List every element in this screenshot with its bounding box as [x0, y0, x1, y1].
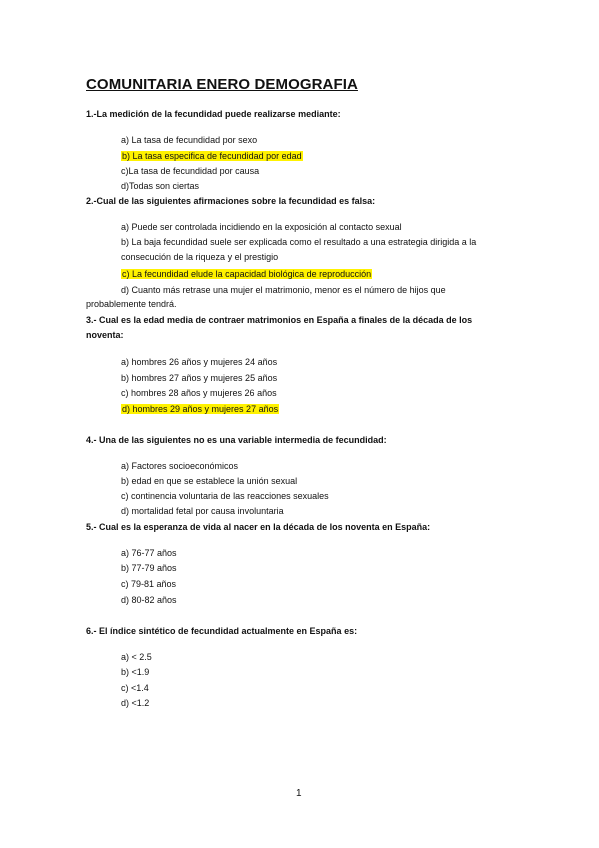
q6-option-b: b) <1.9 — [121, 667, 150, 677]
question-1: 1.-La medición de la fecundidad puede realizarse mediante: — [86, 109, 341, 119]
q6-option-d: d) <1.2 — [121, 698, 150, 708]
q4-option-c: c) continencia voluntaria de las reacciones sexuales — [121, 491, 329, 501]
q2-option-c-highlight: c) La fecundidad elude la capacidad biológica de reproducción — [122, 269, 372, 279]
page-number: 1 — [296, 788, 302, 799]
question-3: 3.- Cual es la edad media de contraer matrimonios en España a finales de la década de los noventa: — [86, 315, 473, 340]
document-title: COMUNITARIA ENERO DEMOGRAFIA — [86, 76, 358, 93]
q1-option-d: d)Todas son ciertas — [121, 181, 200, 191]
q2-option-c — [121, 268, 372, 280]
q3-option-a: a) hombres 26 años y mujeres 24 años — [121, 357, 278, 367]
q5-option-b: b) 77-79 años — [121, 563, 177, 573]
question-5: 5.- Cual es la esperanza de vida al nacer en la década de los noventa en España: — [86, 522, 431, 532]
q1-option-a: a) La tasa de fecundidad por sexo — [121, 135, 258, 145]
q3-option-d-highlight: d) hombres 29 años y mujeres 27 años — [122, 404, 279, 414]
q3-option-c: c) hombres 28 años y mujeres 26 años — [121, 388, 277, 398]
q4-option-b: b) edad en que se establece la unión sexual — [121, 476, 298, 486]
q2-option-d-continuation: probablemente tendrá. — [86, 299, 177, 309]
q2-option-a: a) Puede ser controlada incidiendo en la exposición al contacto sexual — [121, 222, 402, 232]
q1-option-b-highlight: b) La tasa especifica de fecundidad por edad — [122, 151, 302, 161]
q2-option-b: b) La baja fecundidad suele ser explicada como el resultado a una estrategia dirigida a la consecución de la riqueza y el prestigio — [121, 237, 477, 262]
q2-option-d: d) Cuanto más retrase una mujer el matrimonio, menor es el número de hijos que — [121, 285, 446, 295]
question-4: 4.- Una de las siguientes no es una variable intermedia de fecundidad: — [86, 435, 387, 445]
q4-option-d: d) mortalidad fetal por causa involuntaria — [121, 506, 284, 516]
q1-option-b — [121, 150, 303, 162]
q5-option-a: a) 76-77 años — [121, 548, 177, 558]
q5-option-c: c) 79-81 años — [121, 579, 177, 589]
q4-option-a: a) Factores socioeconómicos — [121, 461, 239, 471]
q6-option-a: a) < 2.5 — [121, 652, 152, 662]
question-6: 6.- El índice sintético de fecundidad actualmente en España es: — [86, 626, 358, 636]
question-2: 2.-Cual de las siguientes afirmaciones sobre la fecundidad es falsa: — [86, 196, 376, 206]
q1-option-c: c)La tasa de fecundidad por causa — [121, 166, 260, 176]
q6-option-c: c) <1.4 — [121, 683, 149, 693]
q3-option-b: b) hombres 27 años y mujeres 25 años — [121, 373, 278, 383]
q5-option-d: d) 80-82 años — [121, 595, 177, 605]
q3-option-d — [121, 403, 279, 415]
